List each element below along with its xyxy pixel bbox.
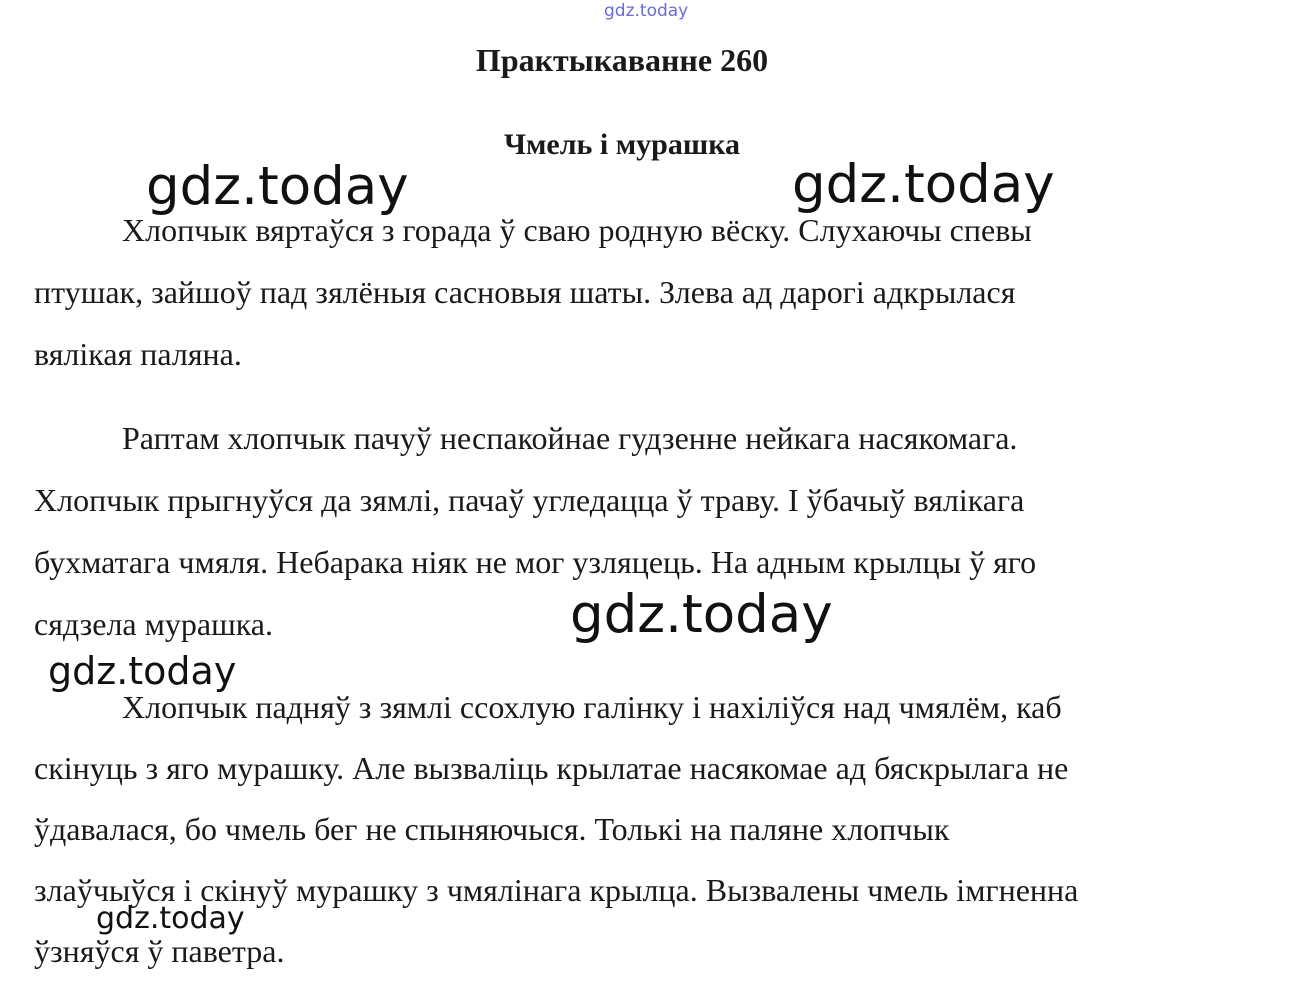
watermark: gdz.today bbox=[48, 649, 237, 693]
text-line: Хлопчык вяртаўся з горада ў сваю родную вёску. Слухаючы спевы bbox=[122, 212, 1032, 248]
watermark: gdz.today bbox=[96, 901, 245, 936]
text-line: ўдавалася, бо чмель бег не спыняючыся. Толькі на паляне хлопчык bbox=[34, 811, 950, 847]
watermark-top: gdz.today bbox=[604, 1, 689, 21]
text-line: бухматага чмяля. Небарака ніяк не мог узляцець. На адным крылцы ў яго bbox=[34, 544, 1037, 580]
watermark: gdz.today bbox=[146, 156, 409, 217]
text-line: птушак, зайшоў пад зялёныя сасновыя шаты. Злева ад дарогі адкрылася bbox=[34, 274, 1016, 310]
text-line: Хлопчык прыгнуўся да зямлі, пачаў угледацца ў траву. І ўбачыў вялікага bbox=[34, 482, 1025, 518]
text-line: Раптам хлопчык пачуў неспакойнае гудзенне нейкага насякомага. bbox=[122, 420, 1018, 456]
text-title: Чмель і мурашка bbox=[503, 128, 741, 161]
text-line: вялікая паляна. bbox=[34, 336, 242, 372]
text-line: Хлопчык падняў з зямлі ссохлую галінку і нахіліўся над чмялём, каб bbox=[122, 689, 1062, 725]
text-line: ўзняўся ў паветра. bbox=[34, 933, 285, 969]
text-line: злаўчыўся і скінуў мурашку з чмялінага крылца. Вызвалены чмель імгненна bbox=[34, 872, 1079, 908]
watermark: gdz.today bbox=[570, 584, 833, 645]
text-line: скінуць з яго мурашку. Але вызваліць крылатае насякомае ад бяскрылага не bbox=[34, 750, 1069, 786]
watermark: gdz.today bbox=[792, 154, 1055, 215]
text-line: сядзела мурашка. bbox=[34, 606, 273, 642]
exercise-title: Практыкаванне 260 bbox=[475, 42, 769, 78]
